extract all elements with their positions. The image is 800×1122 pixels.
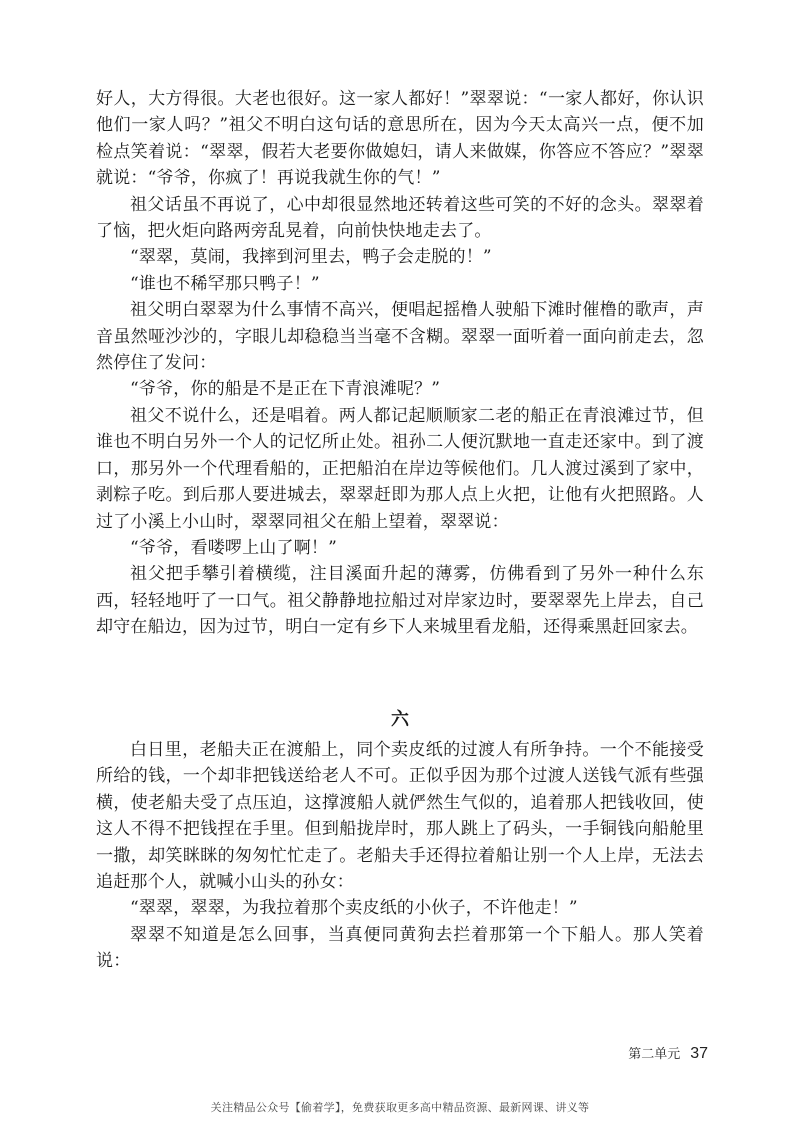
paragraph: “爷爷，你的船是不是正在下青浪滩呢？” <box>130 379 441 400</box>
running-footer <box>628 1043 708 1063</box>
paragraph: 好人，大方得很。大老也很好。这一家人都好！”翠翠说：“一家人都好，你认识他们一家人吗？”祖父不明白这句话的意思所在，因为今天太高兴一点，便不加检点笑着说：“翠翠，假若大老要你做媳妇，请人来做媒，你答应不答应？”翠翠就说：“爷爷，你疯了！再说我就生你的气！” <box>96 89 704 189</box>
paragraph: “爷爷，看喽啰上山了啊！” <box>130 537 337 558</box>
page-number: 37 <box>690 1045 708 1062</box>
paragraph: 翠翠不知道是怎么回事，当真便同黄狗去拦着那第一个下船人。那人笑着说： <box>96 924 704 972</box>
paragraph: “翠翠，莫闹，我摔到河里去，鸭子会走脱的！” <box>130 247 492 268</box>
paragraph: 祖父明白翠翠为什么事情不高兴，便唱起摇橹人驶船下滩时催橹的歌声，声音虽然哑沙沙的，字眼儿却稳稳当当毫不含糊。翠翠一面听着一面向前走去，忽然停住了发问： <box>96 300 704 374</box>
paragraph: 祖父不说什么，还是唱着。两人都记起顺顺家二老的船正在青浪滩过节，但谁也不明白另外一个人的记忆所止处。祖孙二人便沉默地一直走还家中。到了渡口，那另外一个代理看船的，正把船泊在岸边等候他们。几人渡过溪到了家中，剥粽子吃。到后那人要进城去，翠翠赶即为那人点上火把，让他有火把照路。人过了小溪上小山时，翠翠同祖父在船上望着，翠翠说： <box>96 405 704 532</box>
paragraph: 祖父话虽不再说了，心中却很显然地还转着这些可笑的不好的念头。翠翠着了恼，把火炬向路两旁乱晃着，向前快快地走去了。 <box>96 194 704 242</box>
unit-label: 第二单元 <box>628 1047 681 1062</box>
promo-banner: 关注精品公众号【偷着学】，免费获取更多高中精品资源、最新网课、讲义等 <box>210 1101 590 1114</box>
section-heading: 六 <box>391 709 409 730</box>
paragraph: “翠翠，翠翠，为我拉着那个卖皮纸的小伙子，不许他走！” <box>130 898 578 919</box>
story-text-section-6 <box>96 737 704 975</box>
paragraph: 白日里，老船夫正在渡船上，同个卖皮纸的过渡人有所争持。一个不能接受所给的钱，一个却非把钱送给老人不可。正似乎因为那个过渡人送钱气派有些强横，使老船夫受了点压迫，这撑渡船人就俨然生气似的，追着那人把钱收回，使这人不得不把钱捏在手里。但到船拢岸时，那人跳上了码头，一手铜钱向船舱里一撒，却笑眯眯的匆匆忙忙走了。老船夫手还得拉着船让别一个人上岸，无法去追赶那个人，就喊小山头的孙女： <box>96 740 704 893</box>
story-text-section-5 <box>96 86 704 641</box>
paragraph: 祖父把手攀引着横缆，注目溪面升起的薄雾，仿佛看到了另外一种什么东西，轻轻地吁了一口气。祖父静静地拉船过对岸家边时，要翠翠先上岸去，自己却守在船边，因为过节，明白一定有乡下人来城里看龙船，还得乘黑赶回家去。 <box>96 564 704 638</box>
paragraph: “谁也不稀罕那只鸭子！” <box>130 273 320 294</box>
